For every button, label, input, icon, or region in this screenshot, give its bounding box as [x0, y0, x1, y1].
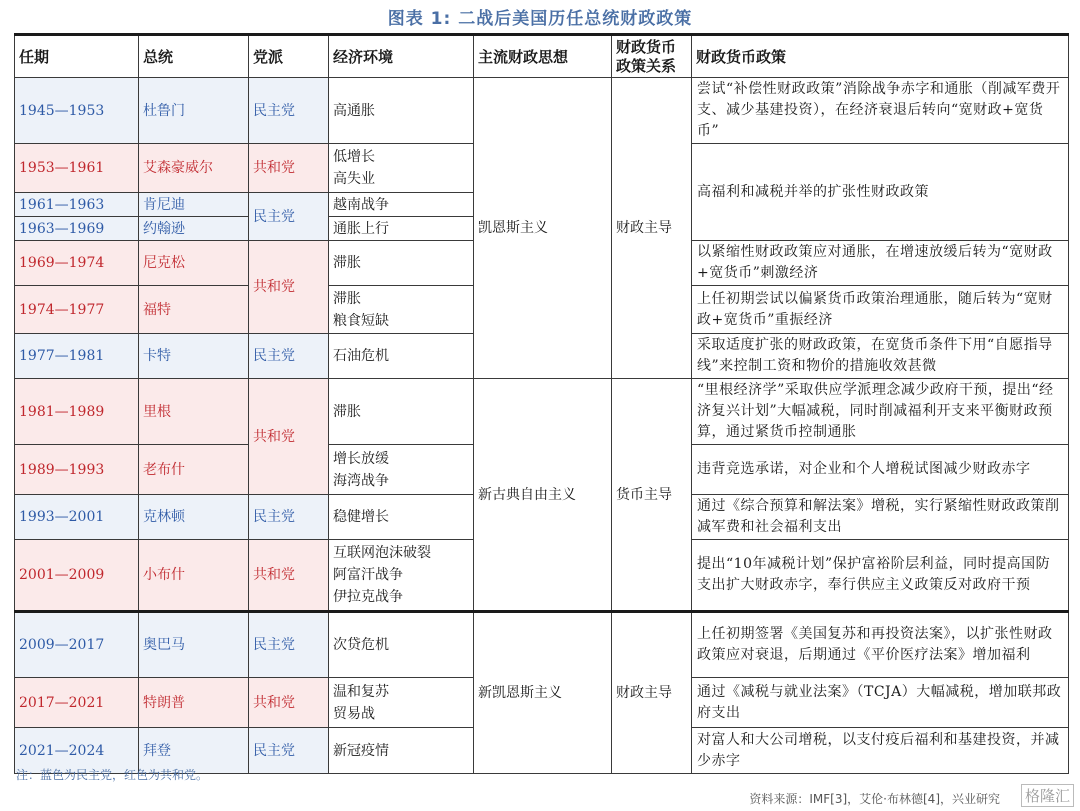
term-cell: 2021—2024 — [15, 728, 139, 774]
party-cell: 民主党 — [249, 728, 329, 774]
economy-cell — [329, 445, 474, 495]
term-cell: 1969—1974 — [15, 241, 139, 286]
economy-cell — [329, 678, 474, 728]
thought-cell-neoclassical: 新古典自由主义 — [474, 379, 612, 612]
economy-item: 温和复苏 — [333, 683, 389, 700]
policy-cell: 通过《减税与就业法案》（TCJA）大幅减税，增加联邦政府支出 — [692, 678, 1069, 728]
term-cell: 2009—2017 — [15, 612, 139, 678]
party-cell: 共和党 — [249, 241, 329, 334]
president-cell: 老布什 — [139, 445, 249, 495]
economy-item: 增长放缓 — [333, 450, 389, 467]
relation-cell-fiscal: 财政主导 — [612, 78, 692, 379]
term-cell: 1993—2001 — [15, 495, 139, 540]
economy-item: 次贷危机 — [333, 637, 389, 653]
economy-cell — [329, 193, 474, 217]
president-cell: 卡特 — [139, 334, 249, 379]
party-cell: 共和党 — [249, 379, 329, 495]
economy-cell — [329, 286, 474, 334]
policy-cell: 高福利和减税并举的扩张性财政政策 — [692, 144, 1069, 241]
president-cell: 肯尼迪 — [139, 193, 249, 217]
economy-item: 高通胀 — [333, 102, 375, 119]
economy-item: 滞胀 — [333, 290, 361, 307]
term-cell: 1981—1989 — [15, 379, 139, 445]
president-cell: 约翰逊 — [139, 217, 249, 241]
economy-item: 滞胀 — [333, 255, 361, 271]
economy-cell — [329, 728, 474, 774]
economy-item: 新冠疫情 — [333, 742, 389, 759]
economy-item: 滞胀 — [333, 403, 361, 420]
term-cell: 1953—1961 — [15, 144, 139, 193]
president-cell: 小布什 — [139, 540, 249, 612]
header-row — [15, 35, 1069, 78]
term-cell: 1961—1963 — [15, 193, 139, 217]
policy-cell: 上任初期尝试以偏紧货币政策治理通胀，随后转为“宽财政+宽货币”重振经济 — [692, 286, 1069, 334]
economy-cell — [329, 78, 474, 144]
source-note: 资料来源：IMF[3]，艾伦·布林德[4]，兴业研究 — [749, 792, 1000, 806]
party-cell: 民主党 — [249, 612, 329, 678]
party-cell: 民主党 — [249, 193, 329, 241]
header-president: 总统 — [139, 35, 249, 78]
economy-cell — [329, 241, 474, 286]
president-cell: 福特 — [139, 286, 249, 334]
header-party: 党派 — [249, 35, 329, 78]
figure-title: 图表 1: 二战后美国历任总统财政政策 — [387, 9, 693, 29]
policy-cell: 采取适度扩张的财政政策，在宽货币条件下用“自愿指导线”来控制工资和物价的措施收效甚微 — [692, 334, 1069, 379]
relation-cell-monetary: 货币主导 — [612, 379, 692, 612]
economy-item: 粮食短缺 — [333, 312, 389, 329]
economy-item: 石油危机 — [333, 348, 389, 364]
economy-cell — [329, 217, 474, 241]
economy-item: 越南战争 — [333, 196, 389, 213]
economy-cell — [329, 334, 474, 379]
table-row — [15, 379, 1069, 445]
president-cell: 拜登 — [139, 728, 249, 774]
party-cell: 民主党 — [249, 334, 329, 379]
party-cell: 共和党 — [249, 540, 329, 612]
watermark-logo: 格隆汇 — [1021, 784, 1074, 807]
table-row — [15, 612, 1069, 678]
party-cell: 民主党 — [249, 495, 329, 540]
economy-cell — [329, 144, 474, 193]
policy-cell: 对富人和大公司增税，以支付疫后福利和基建投资，并减少赤字 — [692, 728, 1069, 774]
economy-item: 阿富汗战争 — [333, 567, 403, 583]
president-cell: 克林顿 — [139, 495, 249, 540]
economy-cell — [329, 495, 474, 540]
economy-item: 稳健增长 — [333, 509, 389, 525]
economy-item: 高失业 — [333, 171, 375, 187]
header-relation: 财政货币政策关系 — [612, 35, 692, 78]
economy-cell — [329, 612, 474, 678]
term-cell: 1963—1969 — [15, 217, 139, 241]
economy-cell — [329, 379, 474, 445]
thought-cell-keynesian: 凯恩斯主义 — [474, 78, 612, 379]
economy-cell — [329, 540, 474, 612]
header-thought: 主流财政思想 — [474, 35, 612, 78]
presidents-fiscal-policy-table — [14, 33, 1069, 774]
party-cell: 民主党 — [249, 78, 329, 144]
policy-cell: 上任初期签署《美国复苏和再投资法案》，以扩张性财政政策应对衰退，后期通过《平价医疗法案》增加福利 — [692, 612, 1069, 678]
economy-item: 通胀上行 — [333, 220, 389, 237]
economy-item: 海湾战争 — [333, 472, 389, 489]
president-cell: 里根 — [139, 379, 249, 445]
party-cell: 共和党 — [249, 144, 329, 193]
term-cell: 1945—1953 — [15, 78, 139, 144]
president-cell: 特朗普 — [139, 678, 249, 728]
relation-cell-fiscal-2: 财政主导 — [612, 612, 692, 774]
policy-cell: 违背竞选承诺，对企业和个人增税试图减少财政赤字 — [692, 445, 1069, 495]
president-cell: 艾森豪威尔 — [139, 144, 249, 193]
president-cell: 尼克松 — [139, 241, 249, 286]
header-policy: 财政货币政策 — [692, 35, 1069, 78]
table-row — [15, 78, 1069, 144]
term-cell: 1989—1993 — [15, 445, 139, 495]
economy-item: 互联网泡沫破裂 — [333, 545, 431, 561]
policy-cell: 以紧缩性财政政策应对通胀，在增速放缓后转为“宽财政+宽货币”刺激经济 — [692, 241, 1069, 286]
economy-item: 低增长 — [333, 149, 375, 165]
term-cell: 1974—1977 — [15, 286, 139, 334]
policy-cell: 通过《综合预算和解法案》增税，实行紧缩性财政政策削减军费和社会福利支出 — [692, 495, 1069, 540]
policy-cell: 尝试“补偿性财政政策”消除战争赤字和通胀（削减军费开支、减少基建投资），在经济衰退后转向“宽财政+宽货币” — [692, 78, 1069, 144]
policy-cell: 提出“10年减税计划”保护富裕阶层利益，同时提高国防支出扩大财政赤字，奉行供应主义政策反对政府干预 — [692, 540, 1069, 612]
economy-item: 伊拉克战争 — [333, 589, 403, 605]
term-cell: 2017—2021 — [15, 678, 139, 728]
term-cell: 1977—1981 — [15, 334, 139, 379]
president-cell: 奥巴马 — [139, 612, 249, 678]
header-economy: 经济环境 — [329, 35, 474, 78]
thought-cell-new-keynesian: 新凯恩斯主义 — [474, 612, 612, 774]
party-cell: 共和党 — [249, 678, 329, 728]
term-cell: 2001—2009 — [15, 540, 139, 612]
economy-item: 贸易战 — [333, 705, 375, 722]
header-term: 任期 — [15, 35, 139, 78]
legend-note: 注：蓝色为民主党，红色为共和党。 — [16, 768, 209, 782]
policy-cell: “里根经济学”采取供应学派理念减少政府干预，提出“经济复兴计划”大幅减税，同时削减福利开支来平衡财政预算，通过紧货币控制通胀 — [692, 379, 1069, 445]
president-cell: 杜鲁门 — [139, 78, 249, 144]
